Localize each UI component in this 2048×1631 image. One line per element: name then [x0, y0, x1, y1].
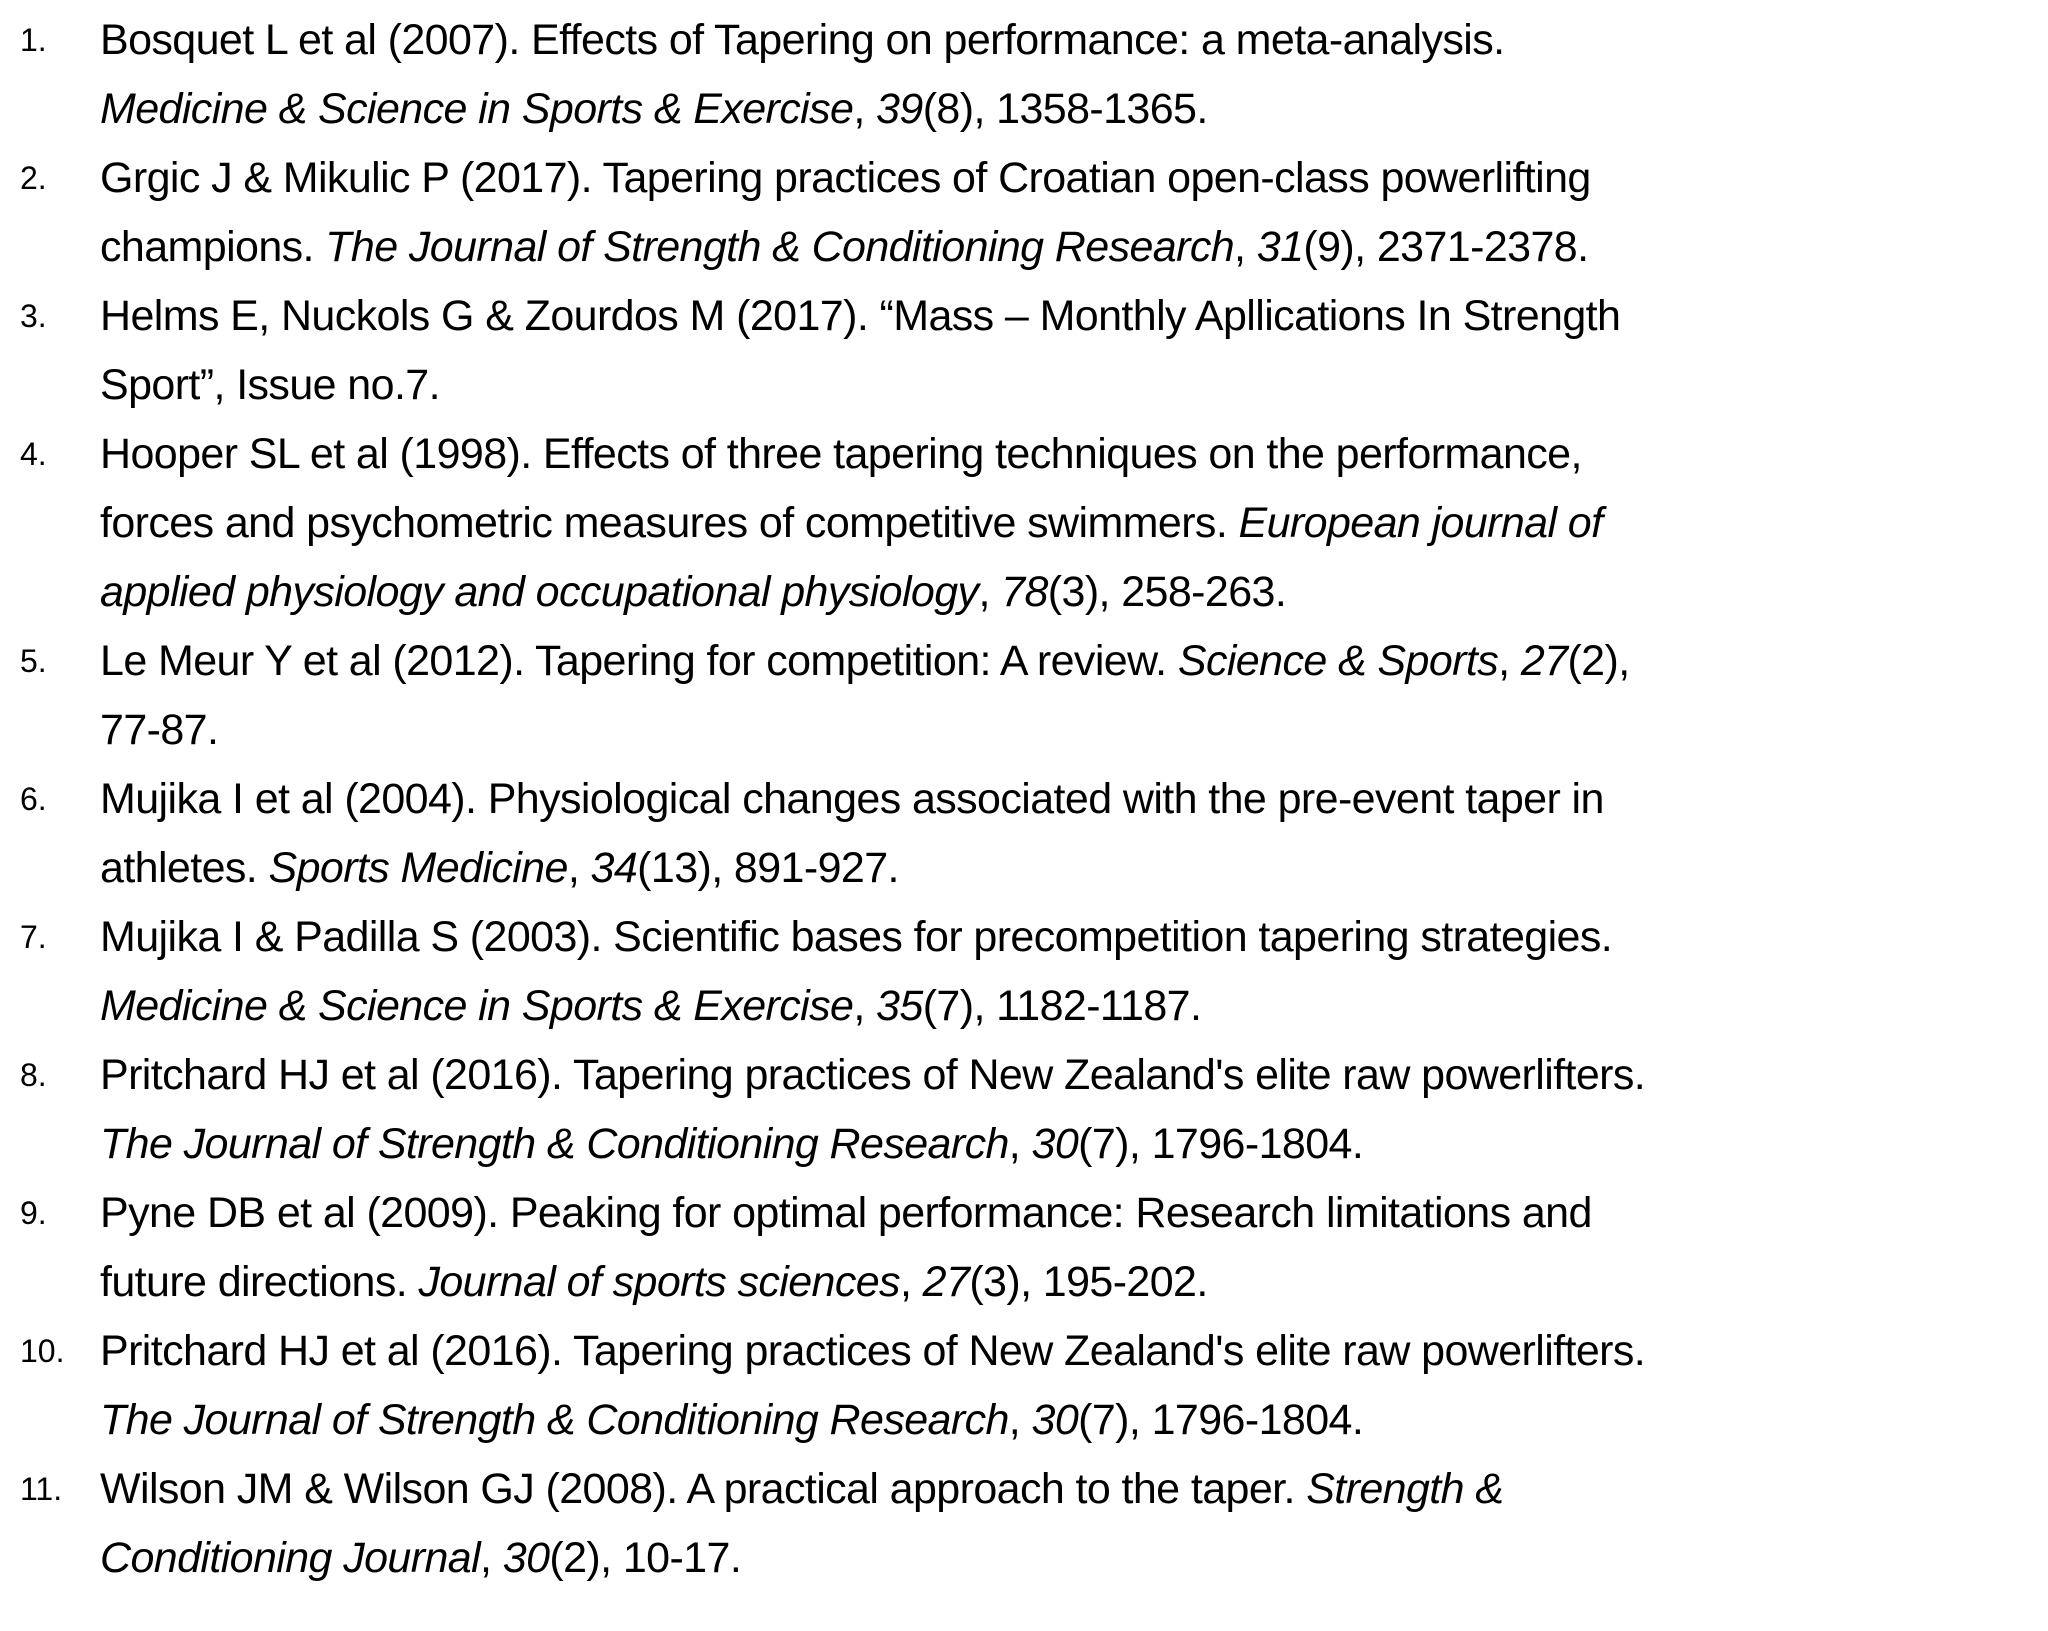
citation-text: Mujika I et al (2004). Physiological changes associated with the pre-event taper in	[100, 775, 1604, 823]
citation-text: Le Meur Y et al (2012). Tapering for competition: A review.	[100, 637, 1178, 685]
reference-item	[0, 903, 2040, 1041]
italic-citation-text: Conditioning Journal	[100, 1534, 481, 1582]
reference-item	[0, 144, 2040, 282]
italic-citation-text: 27	[922, 1258, 970, 1306]
reference-line	[100, 1041, 2040, 1110]
citation-text: Mujika I & Padilla S (2003). Scientific bases for precompetition tapering strategies.	[100, 913, 1613, 961]
reference-line	[100, 213, 2040, 282]
italic-citation-text: 35	[876, 982, 923, 1030]
italic-citation-text: 31	[1256, 223, 1304, 271]
italic-citation-text: Medicine & Science in Sports & Exercise	[100, 982, 854, 1030]
reference-line	[100, 75, 2040, 144]
reference-line	[100, 1248, 2040, 1317]
citation-text: (3), 258-263.	[1047, 568, 1287, 616]
reference-line	[100, 282, 2040, 351]
citation-text: Grgic J & Mikulic P (2017). Tapering practices of Croatian open-class powerlifting	[100, 154, 1591, 202]
reference-line	[100, 1110, 2040, 1179]
reference-line	[100, 972, 2040, 1041]
italic-citation-text: 39	[876, 85, 923, 133]
italic-citation-text: The Journal of Strength & Conditioning Research	[325, 223, 1235, 271]
citation-text: ,	[899, 1258, 923, 1306]
reference-line	[100, 1455, 2040, 1524]
citation-text: (2), 10-17.	[549, 1534, 742, 1582]
reference-item	[0, 627, 2040, 765]
citation-text: Sport”, Issue no.7.	[100, 361, 440, 409]
citation-text: Hooper SL et al (1998). Effects of three tapering techniques on the performance,	[100, 430, 1582, 478]
italic-citation-text: 30	[1031, 1120, 1079, 1168]
reference-number: 9.	[20, 1195, 47, 1231]
reference-number: 11.	[20, 1471, 63, 1507]
reference-line	[100, 1524, 2040, 1593]
citation-text: Bosquet L et al (2007). Effects of Tapering on performance: a meta-analysis.	[100, 16, 1505, 64]
reference-item	[0, 282, 2040, 420]
citation-text: (7), 1182-1187.	[922, 982, 1202, 1030]
reference-number: 2.	[20, 160, 47, 196]
citation-text: Pritchard HJ et al (2016). Tapering practices of New Zealand's elite raw powerlifters.	[100, 1051, 1646, 1099]
reference-line	[100, 1386, 2040, 1455]
reference-line	[100, 903, 2040, 972]
reference-number: 4.	[20, 436, 47, 472]
reference-number: 6.	[20, 781, 47, 817]
italic-citation-text: 30	[1031, 1396, 1079, 1444]
reference-line	[100, 765, 2040, 834]
citation-text: ,	[853, 85, 877, 133]
reference-list	[0, 6, 2040, 1593]
reference-line	[100, 696, 2040, 765]
italic-citation-text: Sports Medicine	[268, 844, 568, 892]
reference-line	[100, 351, 2040, 420]
citation-text: champions.	[100, 223, 326, 271]
citation-text: athletes.	[100, 844, 269, 892]
italic-citation-text: Science & Sports	[1177, 637, 1499, 685]
citation-text: ,	[567, 844, 591, 892]
citation-text: (9), 2371-2378.	[1303, 223, 1589, 271]
citation-text: (7), 1796-1804.	[1078, 1396, 1364, 1444]
reference-item	[0, 1041, 2040, 1179]
italic-citation-text: Journal of sports sciences	[418, 1258, 900, 1306]
reference-line	[100, 627, 2040, 696]
citation-text: Pritchard HJ et al (2016). Tapering practices of New Zealand's elite raw powerlifters.	[100, 1327, 1646, 1375]
reference-number: 3.	[20, 298, 47, 334]
italic-citation-text: The Journal of Strength & Conditioning Research	[100, 1396, 1009, 1444]
citation-text: (8), 1358-1365.	[922, 85, 1208, 133]
citation-text: Wilson JM & Wilson GJ (2008). A practical approach to the taper.	[100, 1465, 1307, 1513]
citation-text: forces and psychometric measures of competitive swimmers.	[100, 499, 1239, 547]
citation-text: (7), 1796-1804.	[1078, 1120, 1364, 1168]
italic-citation-text: The Journal of Strength & Conditioning Research	[100, 1120, 1009, 1168]
citation-text: ,	[1234, 223, 1257, 271]
citation-text: ,	[978, 568, 1002, 616]
italic-citation-text: 27	[1520, 637, 1568, 685]
citation-text: ,	[1008, 1120, 1032, 1168]
italic-citation-text: 34	[590, 844, 638, 892]
reference-line	[100, 489, 2040, 558]
reference-item	[0, 1317, 2040, 1455]
reference-number: 7.	[20, 919, 47, 955]
italic-citation-text: applied physiology and occupational physiology	[100, 568, 979, 616]
reference-line	[100, 144, 2040, 213]
citation-text: 77-87.	[100, 706, 219, 754]
citation-text: ,	[480, 1534, 503, 1582]
reference-number: 5.	[20, 643, 47, 679]
reference-line	[100, 6, 2040, 75]
reference-number: 10.	[20, 1333, 65, 1369]
italic-citation-text: Strength &	[1306, 1465, 1504, 1513]
citation-text: ,	[853, 982, 877, 1030]
reference-item	[0, 765, 2040, 903]
citation-text: Helms E, Nuckols G & Zourdos M (2017). “Mass – Monthly Apllications In Strength	[100, 292, 1621, 340]
italic-citation-text: European journal of	[1238, 499, 1603, 547]
reference-item	[0, 1455, 2040, 1593]
italic-citation-text: Medicine & Science in Sports & Exercise	[100, 85, 854, 133]
reference-line	[100, 1179, 2040, 1248]
reference-item	[0, 420, 2040, 627]
reference-line	[100, 558, 2040, 627]
italic-citation-text: 78	[1001, 568, 1048, 616]
citation-text: (13), 891-927.	[637, 844, 899, 892]
reference-number: 1.	[20, 22, 47, 58]
citation-text: Pyne DB et al (2009). Peaking for optimal performance: Research limitations and	[100, 1189, 1592, 1237]
italic-citation-text: 30	[502, 1534, 550, 1582]
citation-text: (2),	[1567, 637, 1630, 685]
reference-line	[100, 1317, 2040, 1386]
citation-text: ,	[1498, 637, 1521, 685]
citation-text: future directions.	[100, 1258, 419, 1306]
reference-item	[0, 1179, 2040, 1317]
citation-text: ,	[1008, 1396, 1032, 1444]
reference-item	[0, 6, 2040, 144]
reference-line	[100, 834, 2040, 903]
reference-line	[100, 420, 2040, 489]
reference-number: 8.	[20, 1057, 47, 1093]
citation-text: (3), 195-202.	[969, 1258, 1208, 1306]
